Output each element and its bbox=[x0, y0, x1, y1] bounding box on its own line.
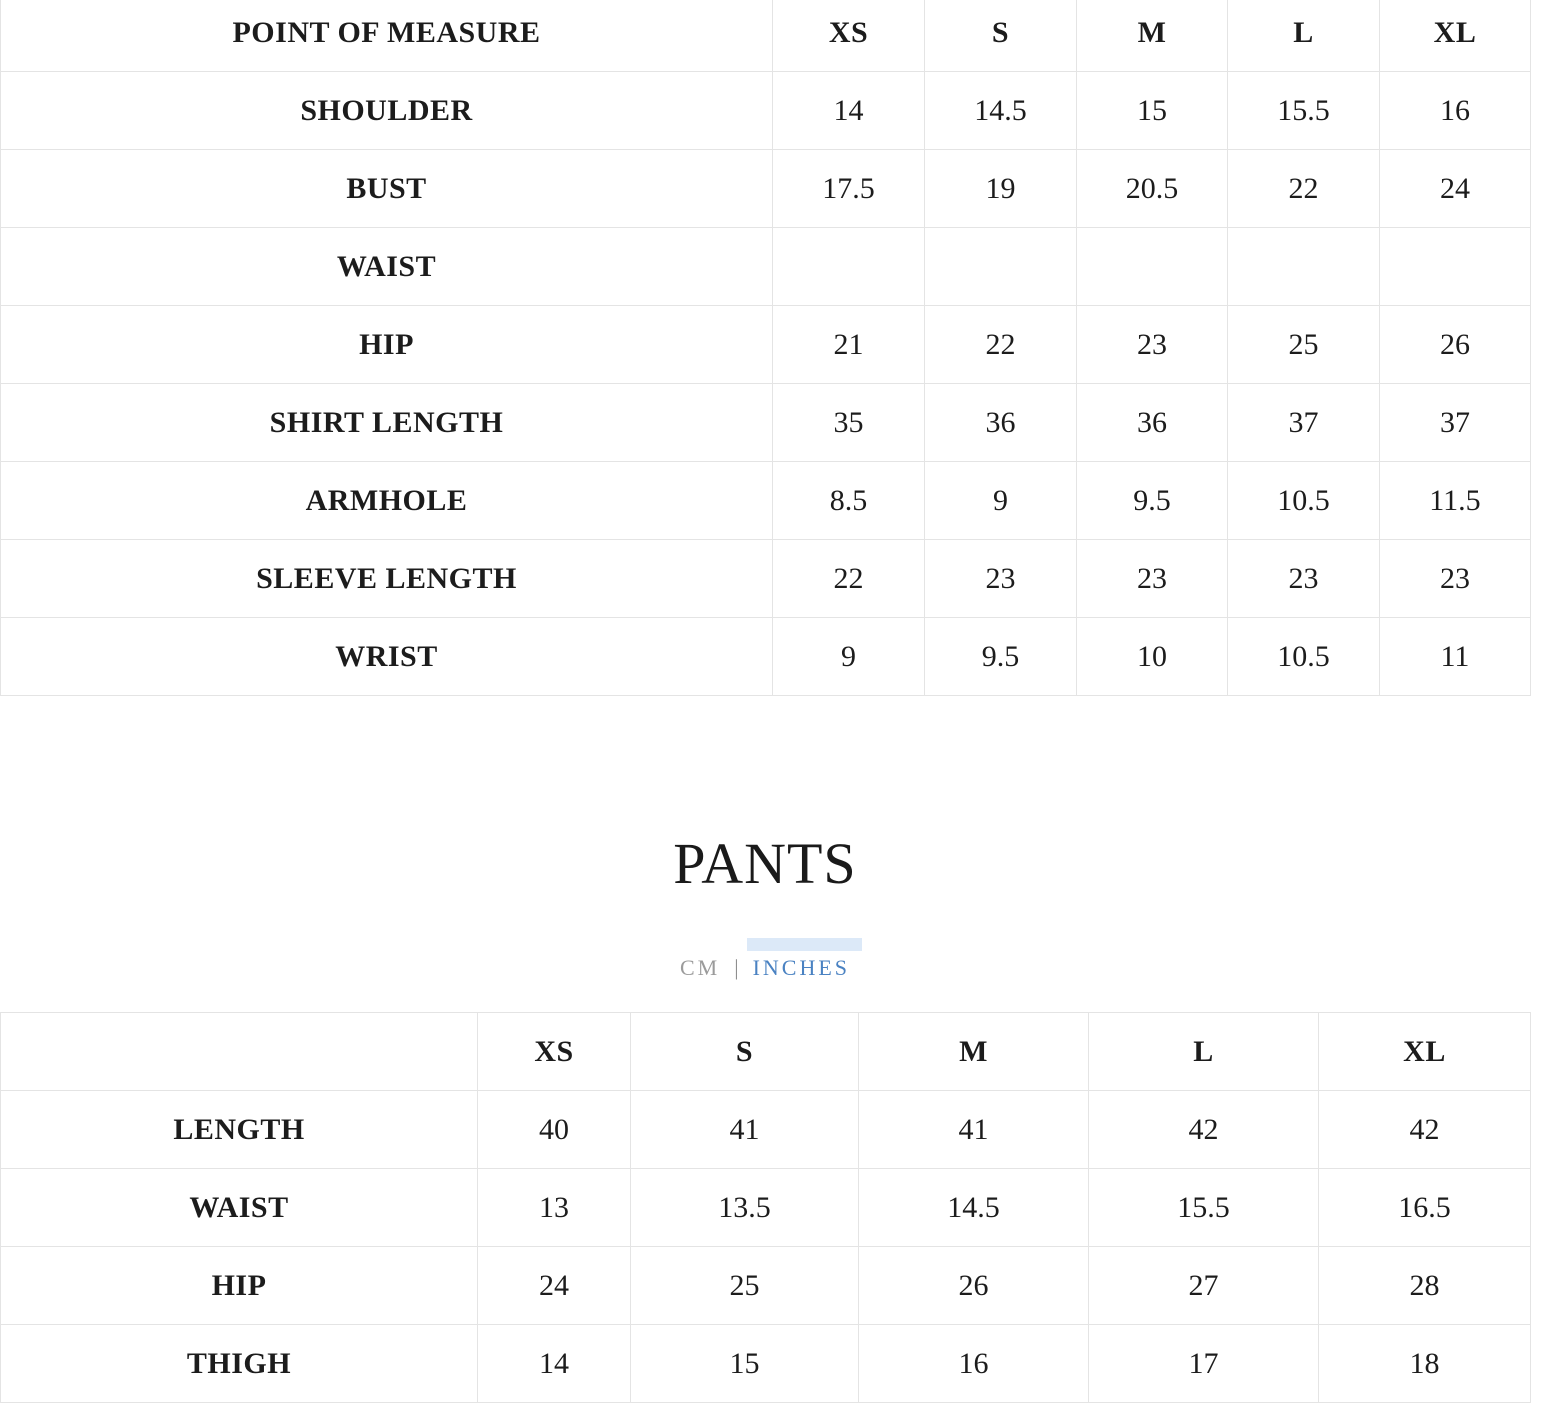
pants-size-table bbox=[0, 1012, 1531, 1403]
cell-value: 10.5 bbox=[1228, 618, 1380, 696]
table-row-length bbox=[1, 1091, 1531, 1169]
cell-value: 17.5 bbox=[773, 150, 925, 228]
inches-unit-link[interactable]: INCHES bbox=[752, 955, 851, 980]
table-row-shoulder bbox=[1, 72, 1531, 150]
cell-value: 41 bbox=[859, 1091, 1089, 1169]
cell-value: 16 bbox=[1380, 72, 1531, 150]
cell-value: 23 bbox=[1077, 540, 1228, 618]
column-header-l: L bbox=[1089, 1013, 1319, 1091]
row-label: WRIST bbox=[1, 618, 773, 696]
cell-value bbox=[1228, 228, 1380, 306]
cell-value: 42 bbox=[1319, 1091, 1531, 1169]
cell-value: 24 bbox=[1380, 150, 1531, 228]
cell-value: 10 bbox=[1077, 618, 1228, 696]
column-header-blank bbox=[1, 1013, 478, 1091]
column-header-xs: XS bbox=[773, 0, 925, 72]
row-label: SHOULDER bbox=[1, 72, 773, 150]
cell-value: 37 bbox=[1380, 384, 1531, 462]
cell-value: 15.5 bbox=[1089, 1169, 1319, 1247]
unit-toggle bbox=[0, 953, 1530, 983]
row-label: WAIST bbox=[1, 1169, 478, 1247]
cell-value: 11.5 bbox=[1380, 462, 1531, 540]
cell-value bbox=[773, 228, 925, 306]
inches-unit-wrap bbox=[753, 953, 850, 983]
table-row-wrist bbox=[1, 618, 1531, 696]
cell-value: 9.5 bbox=[1077, 462, 1228, 540]
cell-value: 14.5 bbox=[925, 72, 1077, 150]
row-label: SHIRT LENGTH bbox=[1, 384, 773, 462]
cell-value: 15 bbox=[631, 1325, 859, 1403]
cell-value: 25 bbox=[1228, 306, 1380, 384]
column-header-s: S bbox=[631, 1013, 859, 1091]
cell-value: 20.5 bbox=[1077, 150, 1228, 228]
cell-value: 36 bbox=[925, 384, 1077, 462]
cell-value: 15 bbox=[1077, 72, 1228, 150]
table-row-bust bbox=[1, 150, 1531, 228]
row-label: THIGH bbox=[1, 1325, 478, 1403]
cell-value: 22 bbox=[925, 306, 1077, 384]
cell-value: 22 bbox=[773, 540, 925, 618]
cell-value: 35 bbox=[773, 384, 925, 462]
table-row-hip bbox=[1, 306, 1531, 384]
column-header-xl: XL bbox=[1380, 0, 1531, 72]
cell-value: 27 bbox=[1089, 1247, 1319, 1325]
table-row-shirt-length bbox=[1, 384, 1531, 462]
column-header-xs: XS bbox=[478, 1013, 631, 1091]
unit-separator: | bbox=[734, 955, 739, 980]
column-header-point-of-measure: POINT OF MEASURE bbox=[1, 0, 773, 72]
cell-value: 10.5 bbox=[1228, 462, 1380, 540]
cell-value: 23 bbox=[925, 540, 1077, 618]
shirt-table-header-row bbox=[1, 0, 1531, 72]
cell-value: 18 bbox=[1319, 1325, 1531, 1403]
cell-value: 41 bbox=[631, 1091, 859, 1169]
cell-value: 26 bbox=[859, 1247, 1089, 1325]
cell-value: 8.5 bbox=[773, 462, 925, 540]
table-row-hip bbox=[1, 1247, 1531, 1325]
table-row-thigh bbox=[1, 1325, 1531, 1403]
row-label: ARMHOLE bbox=[1, 462, 773, 540]
column-header-l: L bbox=[1228, 0, 1380, 72]
cell-value: 36 bbox=[1077, 384, 1228, 462]
shirt-size-table bbox=[0, 0, 1531, 696]
cell-value: 9 bbox=[925, 462, 1077, 540]
cell-value: 22 bbox=[1228, 150, 1380, 228]
cell-value bbox=[1077, 228, 1228, 306]
cell-value: 21 bbox=[773, 306, 925, 384]
cell-value: 9.5 bbox=[925, 618, 1077, 696]
cell-value: 42 bbox=[1089, 1091, 1319, 1169]
row-label: HIP bbox=[1, 306, 773, 384]
cell-value: 14.5 bbox=[859, 1169, 1089, 1247]
cell-value: 16.5 bbox=[1319, 1169, 1531, 1247]
cell-value: 13 bbox=[478, 1169, 631, 1247]
table-row-armhole bbox=[1, 462, 1531, 540]
cell-value: 17 bbox=[1089, 1325, 1319, 1403]
cell-value: 14 bbox=[773, 72, 925, 150]
cell-value: 16 bbox=[859, 1325, 1089, 1403]
column-header-s: S bbox=[925, 0, 1077, 72]
cell-value: 26 bbox=[1380, 306, 1531, 384]
cell-value: 13.5 bbox=[631, 1169, 859, 1247]
column-header-m: M bbox=[1077, 0, 1228, 72]
cell-value: 9 bbox=[773, 618, 925, 696]
table-row-waist bbox=[1, 228, 1531, 306]
cell-value: 15.5 bbox=[1228, 72, 1380, 150]
cell-value: 25 bbox=[631, 1247, 859, 1325]
inches-active-highlight bbox=[747, 938, 862, 951]
row-label: SLEEVE LENGTH bbox=[1, 540, 773, 618]
row-label: WAIST bbox=[1, 228, 773, 306]
cell-value bbox=[1380, 228, 1531, 306]
cell-value: 11 bbox=[1380, 618, 1531, 696]
cell-value: 24 bbox=[478, 1247, 631, 1325]
row-label: LENGTH bbox=[1, 1091, 478, 1169]
cell-value: 28 bbox=[1319, 1247, 1531, 1325]
pants-table-header-row bbox=[1, 1013, 1531, 1091]
cell-value: 40 bbox=[478, 1091, 631, 1169]
cell-value: 37 bbox=[1228, 384, 1380, 462]
cell-value: 23 bbox=[1228, 540, 1380, 618]
cm-unit-link[interactable]: CM bbox=[679, 955, 721, 980]
cell-value: 23 bbox=[1380, 540, 1531, 618]
row-label: BUST bbox=[1, 150, 773, 228]
cell-value: 19 bbox=[925, 150, 1077, 228]
row-label: HIP bbox=[1, 1247, 478, 1325]
cell-value: 14 bbox=[478, 1325, 631, 1403]
cell-value bbox=[925, 228, 1077, 306]
pants-section-title: PANTS bbox=[673, 831, 857, 896]
column-header-m: M bbox=[859, 1013, 1089, 1091]
column-header-xl: XL bbox=[1319, 1013, 1531, 1091]
table-row-waist bbox=[1, 1169, 1531, 1247]
table-row-sleeve-length bbox=[1, 540, 1531, 618]
cell-value: 23 bbox=[1077, 306, 1228, 384]
